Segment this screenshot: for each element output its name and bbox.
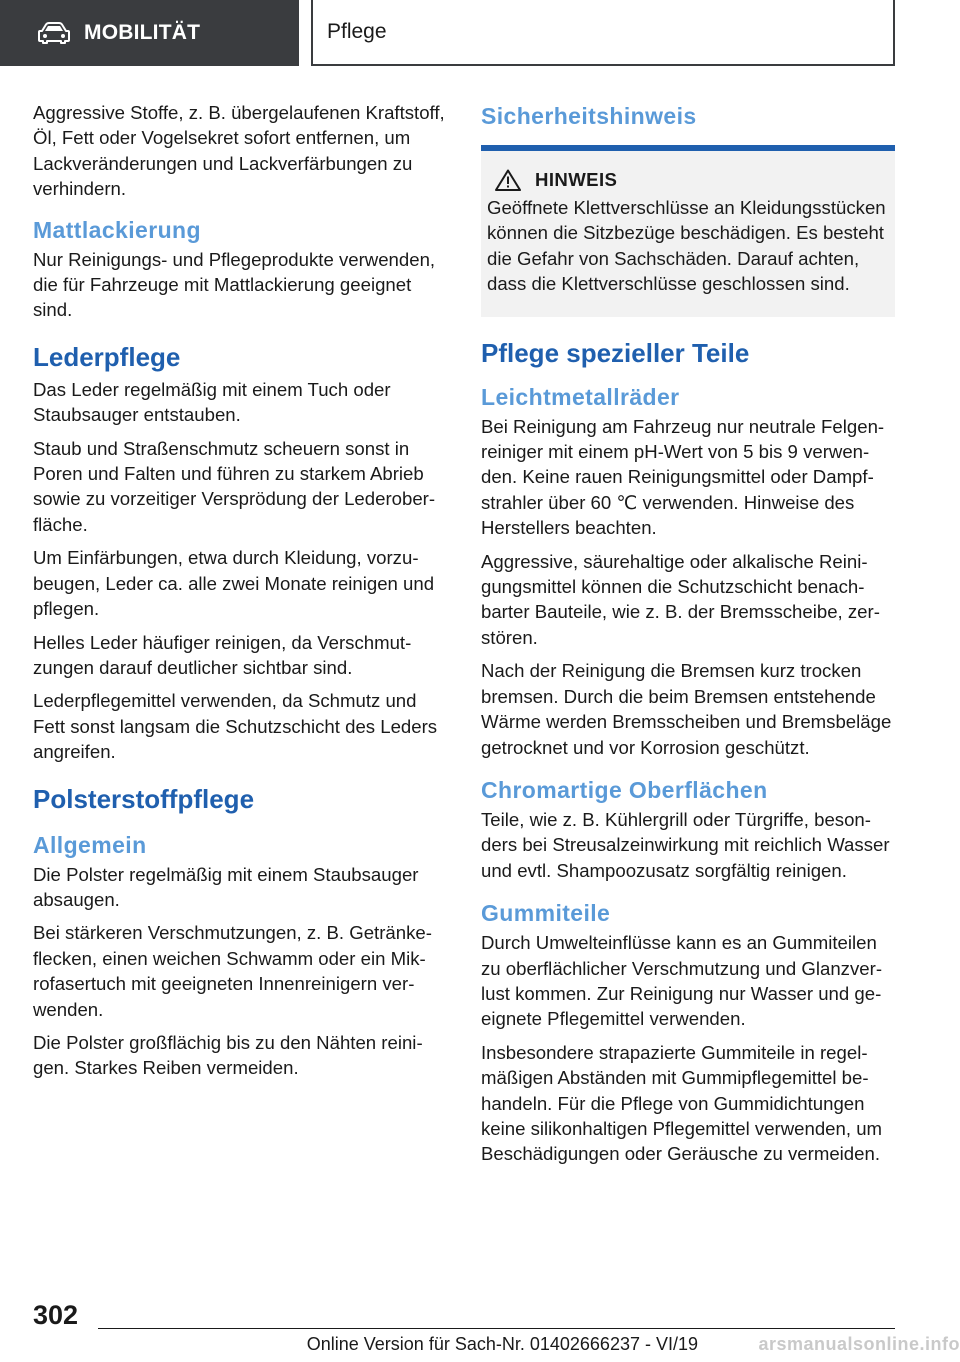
paragraph: Die Polster großflächig bis zu den Nähten reinigen. Starkes Reiben vermeiden. (33, 1031, 423, 1079)
heading-allgemein: Allgemein (33, 831, 147, 858)
chapter-label: MOBILITÄT (84, 21, 201, 44)
paragraph: Nach der Reinigung die Bremsen kurz trocken bremsen. Durch die beim Bremsen entstehende Wärme werden Bremsscheiben und Bremsbeläge getrocknet und vor Korrosion geschützt. (481, 660, 892, 758)
chapter-tab[interactable] (0, 0, 299, 66)
paragraph: Um Einfärbungen, etwa durch Kleidung, vorzubeugen, Leder ca. alle zwei Monate reinigen und pflegen. (33, 547, 435, 620)
paragraph: Insbesondere strapazierte Gummiteile in regelmäßigen Abständen mit Gummipflegemittel behandeln. Für die Pflege von Gummidichtungen keine silikonhaltigen Pflegemittel verwenden, um Beschädigungen oder Geräusche zu vermeiden. (481, 1041, 883, 1165)
heading-gummiteile: Gummiteile (481, 900, 611, 927)
paragraph: Staub und Straßenschmutz scheuern sonst in Poren und Falten und führen zu starkem Abrieb sowie zu vorzeitiger Versprödung der Lederoberfläche. (33, 437, 436, 535)
paragraph: Die Polster regelmäßig mit einem Staubsauger absaugen. (33, 863, 419, 910)
right-column (481, 100, 895, 1175)
heading-leichtmetallraeder: Leichtmetallräder (481, 383, 680, 410)
intro-paragraph: Aggressive Stoffe, z. B. übergelaufenen Kraftstoff, Öl, Fett oder Vogelsekret sofort entfernen, um Lackveränderungen und Lackverfärbungen zu verhindern. (33, 102, 445, 200)
footer-text: Online Version für Sach-Nr. 01402666237 - VI/19 (306, 1334, 698, 1354)
paragraph: Helles Leder häufiger reinigen, da Verschmutzungen darauf deutlicher sichtbar sind. (33, 631, 412, 678)
footer-divider (98, 1328, 895, 1329)
heading-lederpflege: Lederpflege (33, 341, 181, 372)
notice-title: HINWEIS (535, 169, 618, 190)
heading-sicherheitshinweis: Sicherheitshinweis (481, 103, 697, 129)
heading-mattlackierung: Mattlackierung (33, 216, 201, 243)
left-column (33, 100, 449, 1089)
paragraph: Teile, wie z. B. Kühlergrill oder Türgriffe, besonders bei Streusalzeinwirkung mit reichlich Wasser und evtl. Shampoozusatz sorgfältig reinigen. (481, 808, 890, 881)
paragraph: Bei Reinigung am Fahrzeug nur neutrale Felgenreiniger mit einem pH-Wert von 5 bis 9 verwenden. Keine rauen Reinigungsmittel oder Dampfstrahler über 60 ℃ verwenden. Hinweise des Herstellers beachten. (481, 415, 885, 539)
paragraph: Durch Umwelteinflüsse kann es an Gummiteilen zu oberflächlicher Verschmutzung und Glanzverlust kommen. Zur Reinigung nur Wasser und geeignete Pflegemittel verwenden. (481, 932, 883, 1030)
paragraph: Aggressive, säurehaltige oder alkalische Reinigungsmittel können die Schutzschicht benachbarter Bauteile, wie z. B. der Bremsscheibe, zerstören. (481, 550, 880, 648)
notice-text: Geöffnete Klettverschlüsse an Kleidungsstücken können die Sitzbezüge beschädigen. Es besteht die Gefahr von Sachschäden. Darauf achten, dass die Klettverschlüsse geschlossen sind. (487, 197, 886, 295)
heading-pflege-spezieller-teile: Pflege spezieller Teile (481, 337, 750, 368)
notice-box (481, 145, 895, 317)
paragraph: Nur Reinigungs- und Pflegeprodukte verwenden, die für Fahrzeuge mit Mattlackierung geeignet sind. (33, 248, 436, 321)
notice-header (487, 169, 889, 191)
heading-polsterstoffpflege: Polsterstoffpflege (33, 783, 255, 814)
paragraph: Das Leder regelmäßig mit einem Tuch oder Staubsauger entstauben. (33, 378, 391, 426)
page-header (0, 0, 960, 66)
paragraph: Bei stärkeren Verschmutzungen, z. B. Getränkeflecken, einen weichen Schwamm oder ein Mikrofasertuch mit geeigneten Innenreinigern verwenden. (33, 922, 432, 1020)
section-tab[interactable] (311, 0, 895, 66)
car-icon (38, 22, 70, 44)
heading-chromartige-oberflaechen: Chromartige Oberflächen (481, 776, 768, 803)
watermark: arsmanualsonline.info (758, 1334, 960, 1354)
section-label: Pflege (327, 20, 387, 43)
page-number: 302 (33, 1300, 79, 1330)
paragraph: Lederpflegemittel verwenden, da Schmutz und Fett sonst langsam die Schutzschicht des Leders angreifen. (33, 690, 438, 763)
warning-icon (495, 169, 521, 191)
